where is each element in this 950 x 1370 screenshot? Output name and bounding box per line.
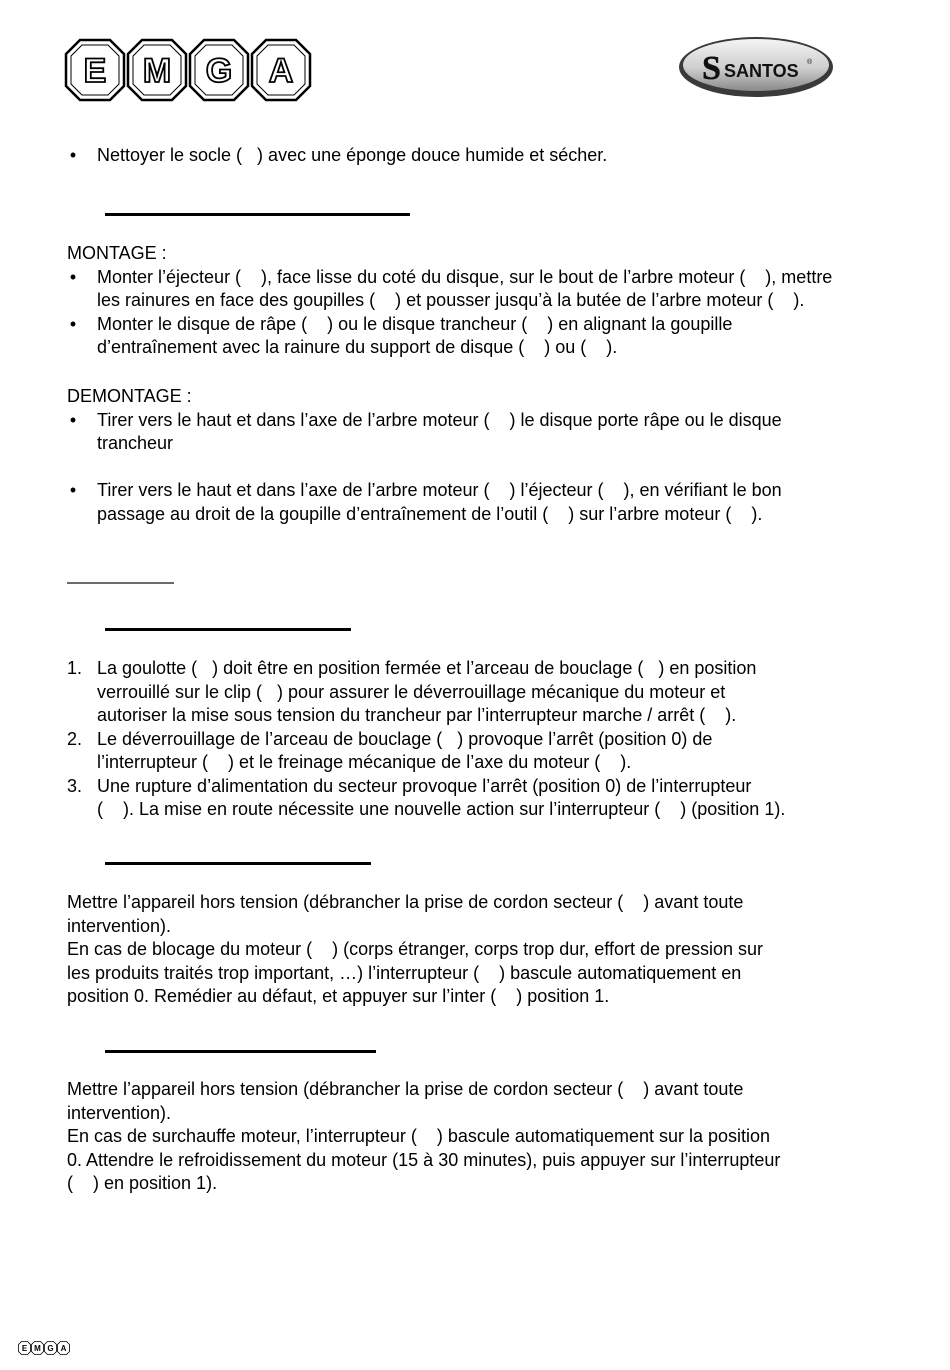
list-item — [67, 728, 785, 775]
list-item-text: Une rupture d’alimentation du secteur provoque l’arrêt (position 0) de l’interrupteur — [97, 775, 752, 796]
list-item-text: l’interrupteur ( ) et le freinage mécanique de l’axe du moteur ( ). — [97, 752, 632, 772]
list-item — [67, 313, 832, 360]
paragraph-line: 0. Attendre le refroidissement du moteur (15 à 30 minutes), puis appuyer sur l’interrupteur — [67, 1149, 781, 1170]
footer-emga-logo — [18, 1341, 70, 1355]
list-item — [67, 144, 607, 168]
demontage-section — [67, 385, 782, 526]
bullet-icon: • — [69, 145, 77, 165]
paragraph-line: ( ) en position 1). — [67, 1173, 218, 1193]
list-item — [67, 775, 785, 822]
paragraph-line: Mettre l’appareil hors tension (débrancher la prise de cordon secteur ( ) avant toute — [67, 892, 744, 912]
emga-logo — [64, 38, 316, 102]
svg-text:M: M — [142, 52, 172, 90]
paragraph-line: intervention). — [67, 915, 172, 936]
paragraph-line: intervention). — [67, 1102, 172, 1123]
heading-rule — [105, 213, 410, 216]
bullet-icon: • — [69, 409, 77, 430]
list-item — [67, 409, 782, 456]
bullet-icon: • — [69, 266, 77, 287]
list-item-text: autoriser la mise sous tension du trancheur par l’interrupteur marche / arrêt ( ). — [97, 705, 737, 725]
list-item-number: 2. — [67, 728, 83, 749]
list-item-text: verrouillé sur le clip ( ) pour assurer le déverrouillage mécanique du moteur et — [97, 681, 726, 702]
santos-logo — [676, 34, 836, 100]
list-item-text: La goulotte ( ) doit être en position fermée et l’arceau de bouclage ( ) en position — [97, 658, 757, 678]
list-item-text: Le déverrouillage de l’arceau de bouclage ( ) provoque l’arrêt (position 0) de — [97, 728, 713, 749]
svg-text:A: A — [268, 52, 294, 90]
paragraph-line: Mettre l’appareil hors tension (débrancher la prise de cordon secteur ( ) avant toute — [67, 1079, 744, 1099]
paragraph-line: En cas de surchauffe moteur, l’interrupteur ( ) bascule automatiquement sur la position — [67, 1126, 771, 1146]
list-item-number: 1. — [67, 658, 83, 678]
list-item-text: Tirer vers le haut et dans l’axe de l’arbre moteur ( ) l’éjecteur ( ), en vérifiant le bon — [97, 480, 782, 500]
emga-logo-letter-g — [190, 40, 248, 100]
svg-text:®: ® — [807, 59, 813, 66]
svg-text:A: A — [60, 1344, 67, 1353]
list-item-number: 3. — [67, 775, 83, 796]
svg-text:G: G — [205, 52, 233, 90]
cleaning-section — [67, 144, 607, 168]
santos-logo-text: SANTOS — [724, 61, 799, 81]
emga-logo-letter-a — [252, 40, 310, 100]
svg-text:G: G — [47, 1344, 54, 1353]
list-item — [67, 479, 782, 526]
list-item-text: d’entraînement avec la rainure du support de disque ( ) ou ( ). — [97, 337, 618, 357]
montage-heading: MONTAGE : — [67, 243, 167, 263]
svg-text:S: S — [702, 50, 721, 87]
demontage-heading: DEMONTAGE : — [67, 386, 192, 406]
list-item — [67, 266, 832, 313]
heading-rule — [105, 628, 351, 631]
list-item-text: Nettoyer le socle ( ) avec une éponge douce humide et sécher. — [97, 145, 608, 165]
bullet-icon: • — [69, 480, 77, 500]
heading-rule — [105, 1050, 376, 1053]
list-item-text: trancheur — [97, 433, 174, 453]
overheat-section — [67, 1078, 780, 1196]
section-divider — [67, 582, 174, 584]
paragraph-line: En cas de blocage du moteur ( ) (corps étranger, corps trop dur, effort de pression sur — [67, 939, 764, 959]
list-item-text: Monter le disque de râpe ( ) ou le disque trancheur ( ) en alignant la goupille — [97, 313, 733, 334]
list-item-text: Monter l’éjecteur ( ), face lisse du coté du disque, sur le bout de l’arbre moteur ( ), mettre — [97, 266, 833, 287]
svg-text:M: M — [34, 1344, 41, 1353]
svg-text:E: E — [21, 1344, 28, 1353]
list-item-text: ( ). La mise en route nécessite une nouvelle action sur l’interrupteur ( ) (position 1). — [97, 799, 786, 819]
list-item-text: passage au droit de la goupille d’entraînement de l’outil ( ) sur l’arbre moteur ( ). — [97, 503, 763, 524]
paragraph-line: les produits traités trop important, …) l’interrupteur ( ) bascule automatiquement en — [67, 962, 742, 983]
emga-logo-letter-e — [66, 40, 124, 100]
list-item-text: les rainures en face des goupilles ( ) et pousser jusqu’à la butée de l’arbre moteur ( ). — [97, 290, 805, 310]
paragraph-line: position 0. Remédier au défaut, et appuyer sur l’inter ( ) position 1. — [67, 986, 610, 1006]
list-item-text: Tirer vers le haut et dans l’axe de l’arbre moteur ( ) le disque porte râpe ou le disque — [97, 409, 782, 430]
blocking-section — [67, 891, 763, 1009]
montage-section — [67, 242, 832, 360]
list-item — [67, 657, 785, 728]
safety-section — [67, 657, 785, 822]
bullet-icon: • — [69, 313, 77, 334]
emga-logo-letter-m — [128, 40, 186, 100]
heading-rule — [105, 862, 371, 865]
svg-text:E: E — [83, 52, 107, 90]
